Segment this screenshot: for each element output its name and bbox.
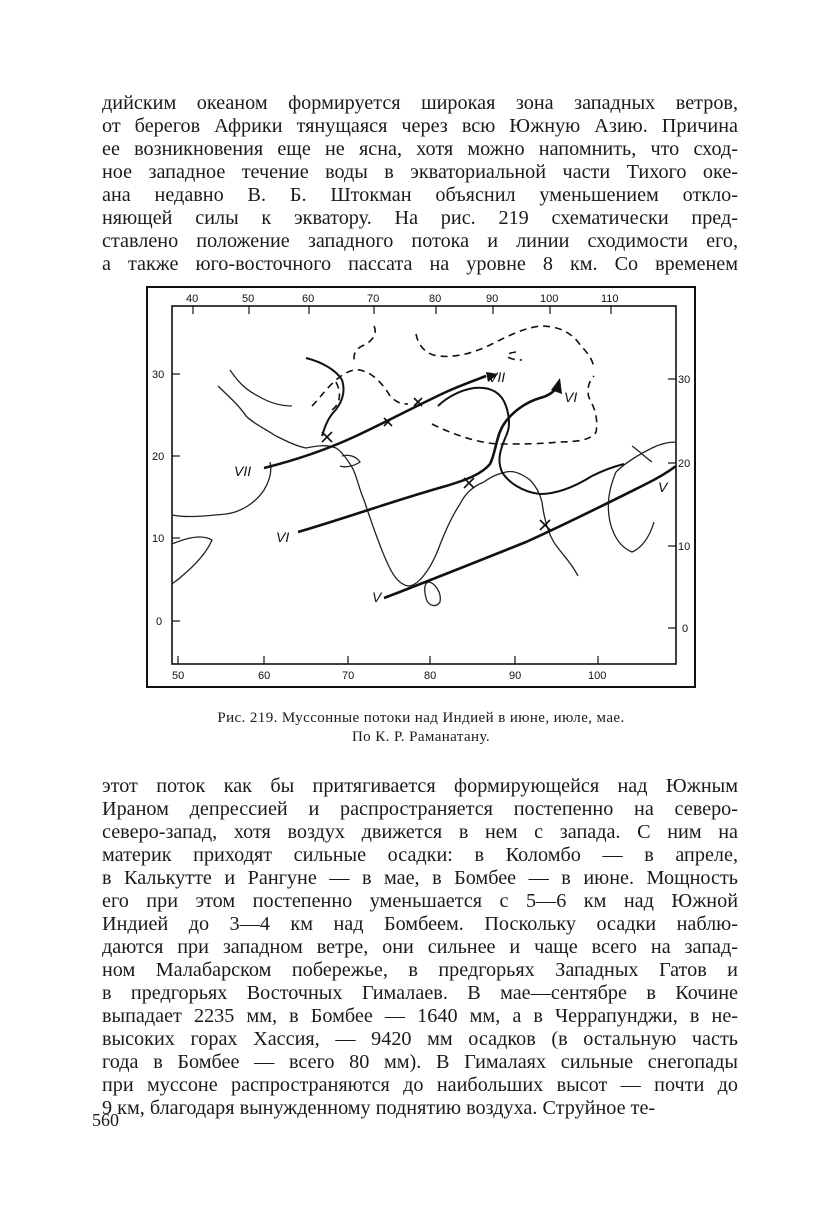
text-line: Индией до 3—4 км над Бомбеем. Поскольку осадки наблю- [102,913,738,935]
monsoon-map [146,286,696,688]
top-axis-label: 70 [367,293,380,305]
left-axis-label: 30 [152,369,165,381]
left-ticks [172,374,180,621]
top-axis-label: 40 [186,293,199,305]
bottom-axis-label: 90 [509,670,522,682]
right-axis-label: 10 [678,541,691,553]
map-inner-frame [172,306,676,664]
bottom-axis-label: 50 [172,670,185,682]
text-line: ставлено положение западного потока и линии сходимости его, [102,230,738,252]
top-axis-label: 60 [302,293,315,305]
top-axis-label: 90 [486,293,499,305]
text-paragraph-bottom [102,775,738,1120]
bottom-axis-label: 70 [342,670,355,682]
bottom-axis-label: 80 [424,670,437,682]
flow-label-v-right: V [658,479,668,495]
text-line: в Калькутте и Рангуне — в мае, в Бомбее — в июне. Мощность [102,867,738,889]
flow-label-v-left: V [372,589,382,605]
text-line: этот поток как бы притягивается формирующейся над Южным [102,775,738,797]
text-line: от берегов Африки тянущаяся через всю Южную Азию. Причина [102,115,738,137]
monsoon-map-figure [146,286,696,688]
flow-v-line [384,466,676,598]
streamlines [306,358,624,494]
text-paragraph-top [102,92,738,276]
flow-vii-line [264,376,486,468]
flow-label-vi-left: VI [276,529,290,545]
top-axis-label: 110 [601,293,619,305]
text-line: выпадает 2235 мм, в Бомбее — 1640 мм, а в Черрапунджи, в не- [102,1005,738,1027]
text-line: при муссоне распространяются до наибольших высот — почти до [102,1074,738,1096]
coastlines [172,370,676,605]
bottom-axis-label: 60 [258,670,271,682]
figure-caption-line2: По К. Р. Раманатану. [351,729,491,745]
right-axis-label: 30 [678,374,691,386]
page-number: 560 [92,1110,119,1130]
text-line: материк приходят сильные осадки: в Коломбо — в апреле, [102,844,738,866]
text-line: 9 км, благодаря вынужденному поднятию воздуха. Струйное те- [102,1097,656,1119]
text-line: ана недавно В. Б. Штокман объяснил уменьшением откло- [102,184,738,206]
text-line: а также юго-восточного пассата на уровне 8 км. Со временем [102,253,738,275]
text-line: даются при западном ветре, они сильнее и чаще всего на запад- [102,936,738,958]
right-axis-label: 20 [678,458,691,470]
text-line: высоких горах Хассия, — 9420 мм осадков (в остальную часть [102,1028,738,1050]
flow-label-vii-left: VII [234,463,252,479]
left-axis-label: 20 [152,451,165,463]
right-ticks [668,379,676,628]
bottom-ticks [178,656,598,664]
text-line: его при этом постепенно уменьшается с 5—6 км над Южной [102,890,738,912]
text-line: дийским океаном формируется широкая зона западных ветров, [102,92,738,114]
text-line: северо-запад, хотя воздух движется в нем с запада. С ним на [102,821,738,843]
figure-caption-line1: Рис. 219. Муссонные потоки над Индией в июне, июле, мае. [217,710,625,726]
text-line: няющей силы к экватору. На рис. 219 схематически пред- [102,207,738,229]
left-axis-label: 0 [156,616,163,628]
flow-label-vii-right: VII [488,369,506,385]
left-axis-label: 10 [152,533,165,545]
convergence-lines [312,326,597,444]
right-axis-label: 0 [682,623,689,635]
text-line: ее возникновения еще не ясна, хотя можно напомнить, что сход- [102,138,738,160]
top-axis-label: 80 [429,293,442,305]
text-line: Ираном депрессией и распространяется постепенно на северо- [102,798,738,820]
bottom-axis-label: 100 [588,670,607,682]
text-line: ном Малабарском побережье, в предгорьях Западных Гатов и [102,959,738,981]
text-line: в предгорьях Восточных Гималаев. В мае—сентябре в Кочине [102,982,738,1004]
text-line: ное западное течение воды в экваториальной части Тихого оке- [102,161,738,183]
text-line: года в Бомбее — всего 80 мм). В Гималаях сильные снегопады [102,1051,738,1073]
top-ticks [193,306,611,314]
flow-label-vi-right: VI [564,389,578,405]
top-axis-label: 100 [540,293,559,305]
top-axis-label: 50 [242,293,255,305]
